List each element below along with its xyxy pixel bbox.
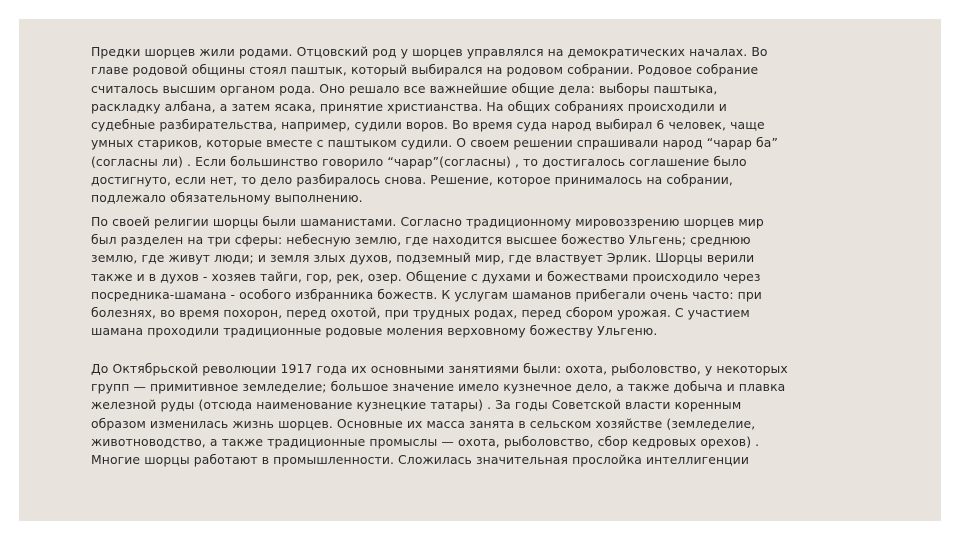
paragraph-occupations: [91, 360, 881, 470]
text-line: железной руды (отсюда наименование кузнецкие татары) . За годы Советской власти коренным: [91, 397, 742, 413]
text-line: подлежало обязательному выполнению.: [91, 190, 363, 206]
paragraph-social-structure: [91, 43, 881, 208]
text-body: [91, 43, 881, 470]
text-line: Многие шорцы работают в промышленности. Сложилась значительная прослойка интеллигенции: [91, 452, 749, 468]
text-line: судебные разбирательства, например, судили воров. Во время суда народ выбирал 6 человек, чаще: [91, 117, 765, 133]
text-line: посредника-шамана - особого избранника божеств. К услугам шаманов прибегали очень часто: при: [91, 286, 762, 302]
text-line: До Октябрьской революции 1917 года их основными занятиями были: охота, рыболовство, у некоторых: [91, 360, 788, 376]
text-line: Предки шорцев жили родами. Отцовский род у шорцев управлялся на демократических началах. Во: [91, 44, 768, 59]
text-line: болезнях, во время похорон, перед охотой, при трудных родах, перед сбором урожая. С участием: [91, 305, 750, 321]
text-line: считалось высшим органом рода. Оно решало все важнейшие общие дела: выборы паштыка,: [91, 80, 718, 96]
text-line: раскладку албана, а затем ясака, принятие христианства. На общих собраниях происходили и: [91, 98, 727, 114]
text-line: По своей религии шорцы были шаманистами. Согласно традиционному мировоззрению шорцев мир: [91, 213, 764, 229]
text-line: групп — примитивное земледелие; большое значение имело кузнечное дело, а также добыча и плавка: [91, 379, 786, 395]
text-line: животноводство, а также традиционные промыслы — охота, рыболовство, сбор кедровых орехов) .: [91, 433, 760, 449]
text-line: образом изменилась жизнь шорцев. Основные их масса занята в сельском хозяйстве (земледелие,: [91, 415, 756, 431]
text-line: главе родовой общины стоял паштык, который выбирался на родовом собрании. Родовое собрание: [91, 62, 759, 78]
text-line: был разделен на три сферы: небесную землю, где находится высшее божество Ульгень; среднюю: [91, 231, 751, 247]
text-line: достигнуто, если нет, то дело разбиралось снова. Решение, которое принималось на собрании,: [91, 172, 733, 188]
text-line: также и в духов - хозяев тайги, гор, рек, озер. Общение с духами и божествами происходило через: [91, 268, 761, 284]
text-line: умных стариков, которые вместе с паштыком судили. О своем решении спрашивали народ “чарар ба”: [91, 135, 778, 151]
slide-background: [19, 19, 941, 521]
text-line: (согласны ли) . Если большинство говорило “чарар”(согласны) , то достигалось соглашение было: [91, 153, 747, 169]
paragraph-religion: [91, 213, 881, 341]
text-line: землю, где живут люди; и земля злых духов, подземный мир, где властвует Эрлик. Шорцы верили: [91, 250, 755, 266]
text-line: шамана проходили традиционные родовые моления верховному божеству Ульгеню.: [91, 323, 658, 339]
